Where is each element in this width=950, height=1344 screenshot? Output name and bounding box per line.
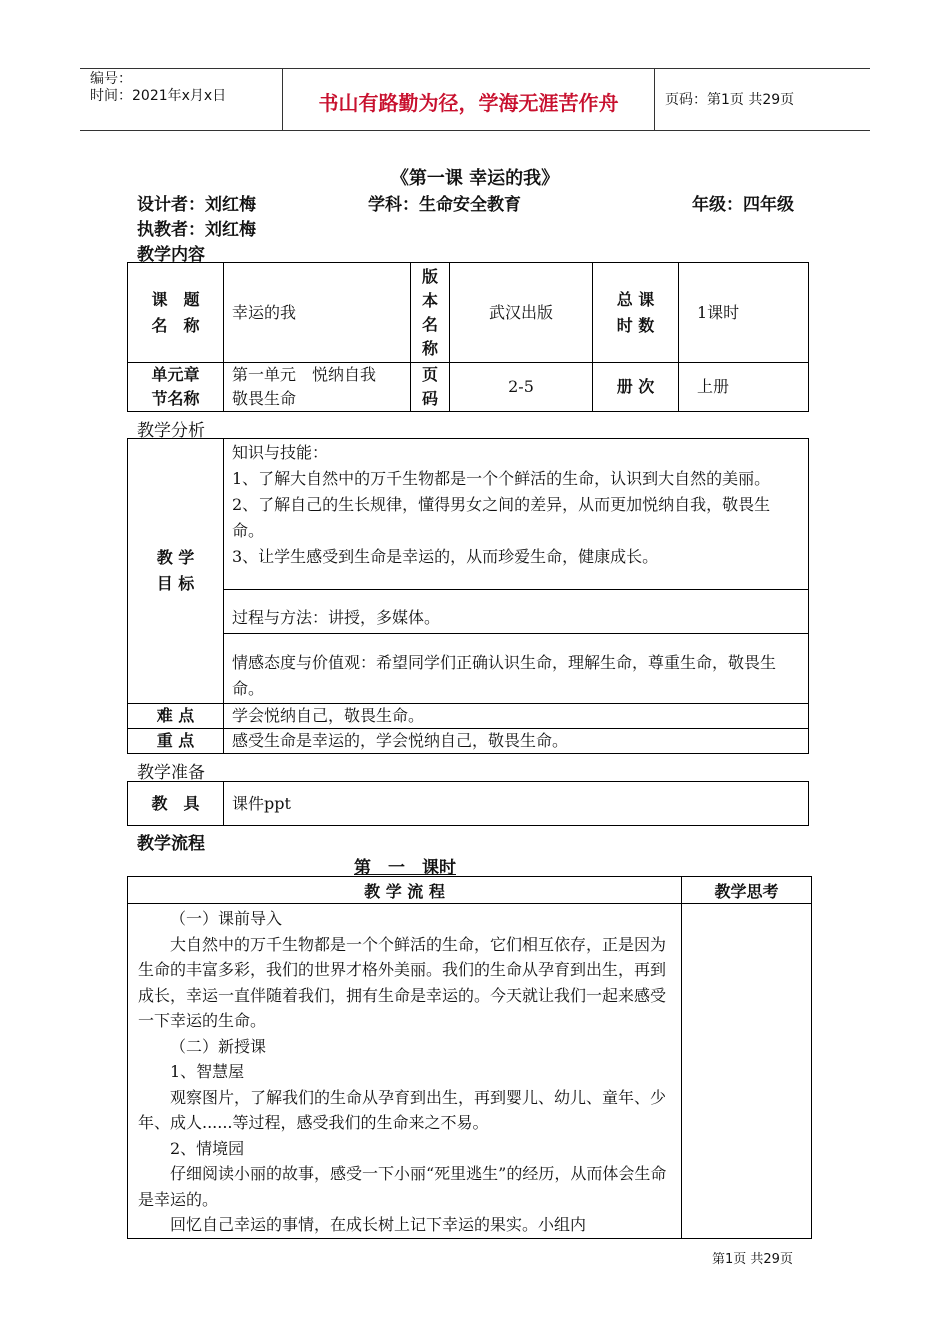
pages-label: 页 码	[411, 363, 450, 412]
header-motto: 书山有路勤为径，学海无涯苦作舟	[318, 91, 619, 115]
document-title: 《第一课 幸运的我》	[390, 168, 560, 189]
flow-paragraph: （二）新授课	[170, 1036, 267, 1056]
flow-paragraph: 大自然中的万千生物都是一个个鲜活的生命，它们相互依存，正是因为生命的丰富多彩，我们的世界才格外美丽。我们的生命从孕育到出生，再到成长，幸运一直伴随着我们，拥有生命是幸运的。今天就让我们一起来感受一下幸运的生命。	[138, 934, 667, 1030]
section-flow-title: 教学流程	[137, 834, 205, 854]
unit: 第一单元 悦纳自我 敬畏生命	[224, 363, 411, 412]
flow-content	[128, 904, 682, 1239]
section-content-title: 教学内容	[137, 245, 205, 265]
analysis-table	[127, 438, 809, 754]
unit-label: 单元章 节名称	[128, 363, 224, 412]
content-table	[127, 262, 809, 412]
header-left	[90, 71, 226, 105]
section-analysis-title: 教学分析	[137, 421, 205, 441]
edition-label: 版 本 名 称	[411, 263, 450, 363]
objective-emotion: 情感态度与价值观：希望同学们正确认识生命，理解生命，尊重生命，敬畏生命。	[224, 634, 809, 704]
flow-paragraph: 回忆自己幸运的事情，在成长树上记下幸运的果实。小组内	[170, 1215, 587, 1234]
objective-process: 过程与方法：讲授，多媒体。	[224, 590, 809, 634]
page-footer: 第1页 共29页	[712, 1252, 793, 1267]
designer: 设计者：刘红梅	[137, 195, 256, 215]
header-divider	[654, 69, 655, 130]
reflection-col-header: 教学思考	[682, 877, 812, 904]
page-header	[80, 68, 870, 131]
difficulty: 学会悦纳自己，敬畏生命。	[224, 704, 809, 729]
total-hours-label: 总 课 时 数	[593, 263, 679, 363]
difficulty-label: 难 点	[128, 704, 224, 729]
key-point-label: 重 点	[128, 729, 224, 754]
flow-paragraph: 2、情境园	[170, 1138, 245, 1158]
reflection-cell	[682, 904, 812, 1239]
volume-label: 册 次	[593, 363, 679, 412]
edition: 武汉出版	[450, 263, 593, 363]
total-hours: 1课时	[679, 263, 809, 363]
serial-label: 编号：	[90, 71, 132, 87]
key-point: 感受生命是幸运的，学会悦纳自己，敬畏生命。	[224, 729, 809, 754]
flow-col-header: 教 学 流 程	[128, 877, 682, 904]
teacher: 执教者：刘红梅	[137, 220, 256, 240]
volume: 上册	[679, 363, 809, 412]
flow-table	[127, 876, 812, 1239]
flow-paragraph: 1、智慧屋	[170, 1062, 245, 1081]
prep-table	[127, 781, 809, 826]
header-page-info: 页码：第1页 共29页	[665, 92, 795, 108]
grade: 年级：四年级	[692, 195, 794, 215]
flow-paragraph: （一）课前导入	[170, 909, 283, 928]
course-name-label: 课 题 名 称	[128, 263, 224, 363]
subject: 学科：生命安全教育	[368, 195, 521, 215]
pages: 2-5	[450, 363, 593, 412]
lesson-label: 第 一 课时	[354, 858, 456, 878]
objective-knowledge: 知识与技能： 1、了解大自然中的万千生物都是一个个鲜活的生命，认识到大自然的美丽。 2、了解自己的生长规律，懂得男女之间的差异，从而更加悦纳自我，敬畏生命。 3、让学生感受到生命是幸运的，从而珍爱生命，健康成长。	[224, 439, 809, 590]
flow-paragraph: 观察图片，了解我们的生命从孕育到出生，再到婴儿、幼儿、童年、少年、成人......等过程，感受我们的生命来之不易。	[138, 1087, 667, 1132]
objectives-label: 教 学 目 标	[128, 439, 224, 704]
date-label: 时间：2021年x月x日	[90, 88, 227, 104]
course-name: 幸运的我	[224, 263, 411, 363]
tools-label: 教 具	[128, 782, 224, 826]
tools: 课件ppt	[224, 782, 809, 826]
section-prep-title: 教学准备	[137, 763, 205, 783]
flow-paragraph: 仔细阅读小丽的故事，感受一下小丽“死里逃生”的经历，从而体会生命是幸运的。	[138, 1164, 667, 1209]
